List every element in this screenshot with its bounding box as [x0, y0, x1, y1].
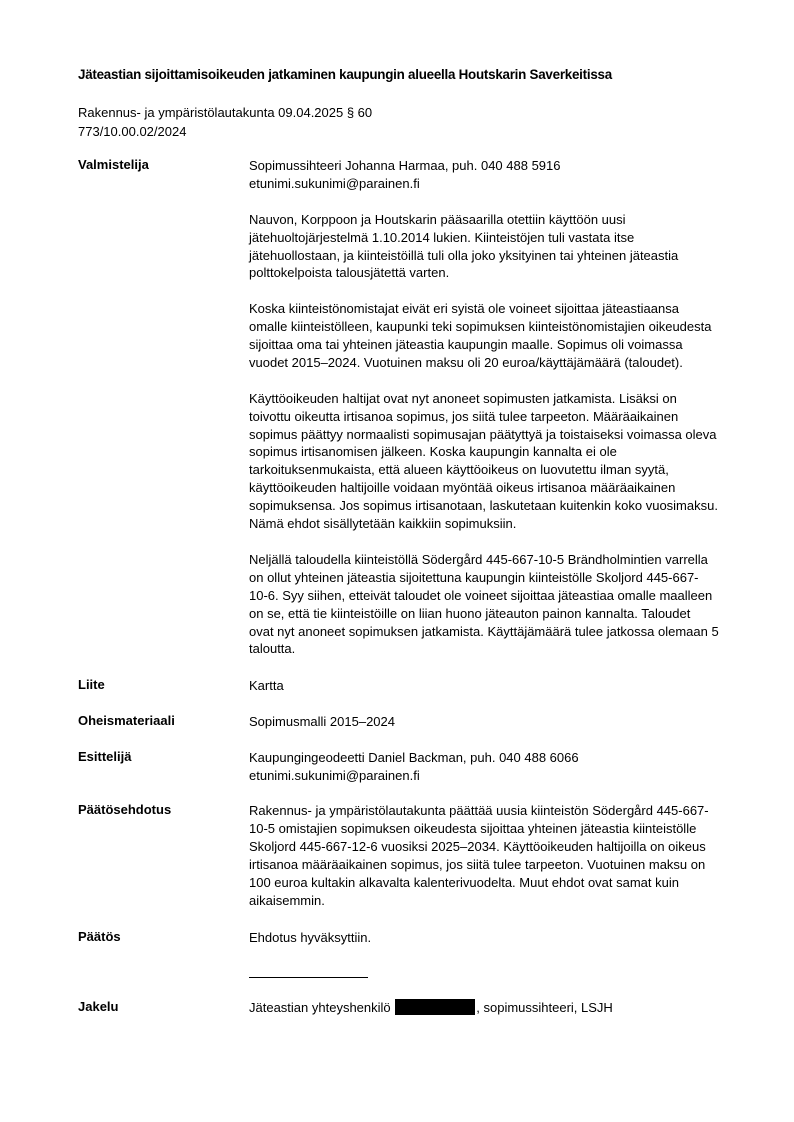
label-valmistelija: Valmistelija [78, 157, 149, 172]
valmistelija-email: etunimi.sukunimi@parainen.fi [249, 175, 420, 191]
text-line: sijoittaa oma tai yhteinen jäteastia kaupungin maalle. Sopimus oli voimassa [249, 337, 683, 353]
meeting-info: Rakennus- ja ympäristölautakunta 09.04.2025 § 60 [78, 105, 373, 120]
text-line: jätehuollostaan, ja kiinteistöillä tuli olla joko yksityinen tai yhteinen jäteastia [249, 247, 679, 263]
separator-line [249, 977, 368, 978]
text-line: on se, että tie kiinteistöille on liian huono jäteauton painon kannalta. Taloudet [249, 605, 691, 621]
label-paatos: Päätös [78, 929, 121, 944]
text-line: Nämä ehdot sisällytetään kaikkiin sopimuksiin. [249, 516, 517, 532]
esittelija-contact [249, 749, 747, 785]
text-line: on ollut yhteinen jäteastia sijoitettuna kaupungin kiinteistölle Skoljord 445-667- [249, 569, 699, 585]
paatosehdotus-text [249, 802, 747, 909]
redacted-name-block [395, 999, 475, 1015]
jakelu-text-start: Jäteastian yhteyshenkilö [249, 1000, 395, 1015]
valmistelija-name-phone: Sopimussihteeri Johanna Harmaa, puh. 040 488 5916 [249, 158, 561, 173]
text-line: 10-5 omistajien sopimuksen oikeudesta sijoittaa yhteinen jäteastia kiinteistölle [249, 820, 697, 836]
text-line: ovat nyt anoneet sopimuksen jatkamista. Käyttäjämäärä tulee jatkossa olemaan 5 [249, 623, 719, 639]
text-line: 10-6. Syy siihen, etteivät taloudet ole voineet sijoittaa jäteastiaa omalle maalleen [249, 587, 713, 603]
text-line: vuodet 2015–2024. Vuotuinen maksu oli 20 euroa/käyttäjämäärä (taloudet). [249, 354, 683, 370]
meeting-meta [78, 103, 372, 141]
text-line: toivottu oikeutta irtisanoa sopimus, jos siitä tulee tarpeeton. Määräaikainen [249, 408, 679, 424]
label-paatosehdotus: Päätösehdotus [78, 802, 172, 817]
text-line: jätehuoltojärjestelmä 1.10.2014 lukien. Kiinteistöjen tuli vastata itse [249, 229, 635, 245]
valmistelija-section [249, 157, 747, 658]
text-line: Käyttöoikeuden haltijat ovat nyt anoneet sopimusten jatkamista. Lisäksi on [249, 390, 677, 406]
record-number: 773/10.00.02/2024 [78, 124, 187, 139]
jakelu-text-end: , sopimussihteeri, LSJH [476, 1000, 613, 1015]
text-line: Neljällä taloudella kiinteistöllä Södergård 445-667-10-5 Brändholmintien varrella [249, 551, 708, 567]
text-line: käyttöoikeuden haltijoille voidaan myöntää oikeus irtisanoa määräaikainen [249, 480, 676, 496]
text-line: polttokelpoista talousjätettä varten. [249, 265, 450, 281]
liite-value: Kartta [249, 678, 284, 693]
document-title: Jäteastian sijoittamisoikeuden jatkaminen kaupungin alueella Houtskarin Saverkeitissa [78, 67, 612, 82]
text-line: taloutta. [249, 641, 296, 657]
jakelu-value [249, 999, 747, 1017]
text-line: Koska kiinteistönomistajat eivät eri syistä ole voineet sijoittaa jäteastiaansa [249, 301, 679, 317]
label-oheismateriaali: Oheismateriaali [78, 713, 175, 728]
paragraph-1 [249, 211, 747, 283]
text-line: omalle kiinteistölleen, kaupunki teki sopimuksen kiinteistönomistajien oikeudesta [249, 319, 712, 335]
label-liite: Liite [78, 677, 105, 692]
text-line: tarkoituksenmukaista, että alueen käyttöoikeus on luovutettu ilman syytä, [249, 462, 669, 478]
text-line: sopimus irtisanomisen jälkeen. Koska kaupungin kannalta ei ole [249, 444, 617, 460]
paragraph-3 [249, 390, 747, 533]
text-line: sopimus päättyy normaalisti sopimusajan päätyttyä ja toistaiseksi voimassa oleva [249, 426, 717, 442]
label-esittelija: Esittelijä [78, 749, 132, 764]
text-line: Nauvon, Korppoon ja Houtskarin pääsaarilla otettiin käyttöön uusi [249, 211, 626, 227]
text-line: Skoljord 445-667-12-6 vuosiksi 2025–2034. Käyttöoikeuden haltijoilla on oikeus [249, 838, 706, 854]
valmistelija-contact [249, 157, 747, 193]
paragraph-2 [249, 300, 747, 372]
oheismateriaali-value: Sopimusmalli 2015–2024 [249, 714, 395, 729]
esittelija-email: etunimi.sukunimi@parainen.fi [249, 767, 420, 783]
label-jakelu: Jakelu [78, 999, 119, 1014]
paatos-value: Ehdotus hyväksyttiin. [249, 930, 372, 945]
text-line: irtisanoa määräaikainen sopimus, jos siitä tulee tarpeeton. Vuotuinen maksu on [249, 856, 706, 872]
text-line: aikaisemmin. [249, 892, 325, 908]
text-line: Rakennus- ja ympäristölautakunta päättää uusia kiinteistön Södergård 445-667- [249, 803, 709, 818]
esittelija-name-phone: Kaupungingeodeetti Daniel Backman, puh. 040 488 6066 [249, 750, 579, 765]
text-line: sopimuksensa. Jos sopimus irtisanotaan, laskutetaan kuitenkin koko vuosimaksu. [249, 498, 718, 514]
text-line: 100 euroa kultakin alkavalta kalenterivuodelta. Muut ehdot ovat samat kuin [249, 874, 679, 890]
paragraph-4 [249, 551, 747, 658]
